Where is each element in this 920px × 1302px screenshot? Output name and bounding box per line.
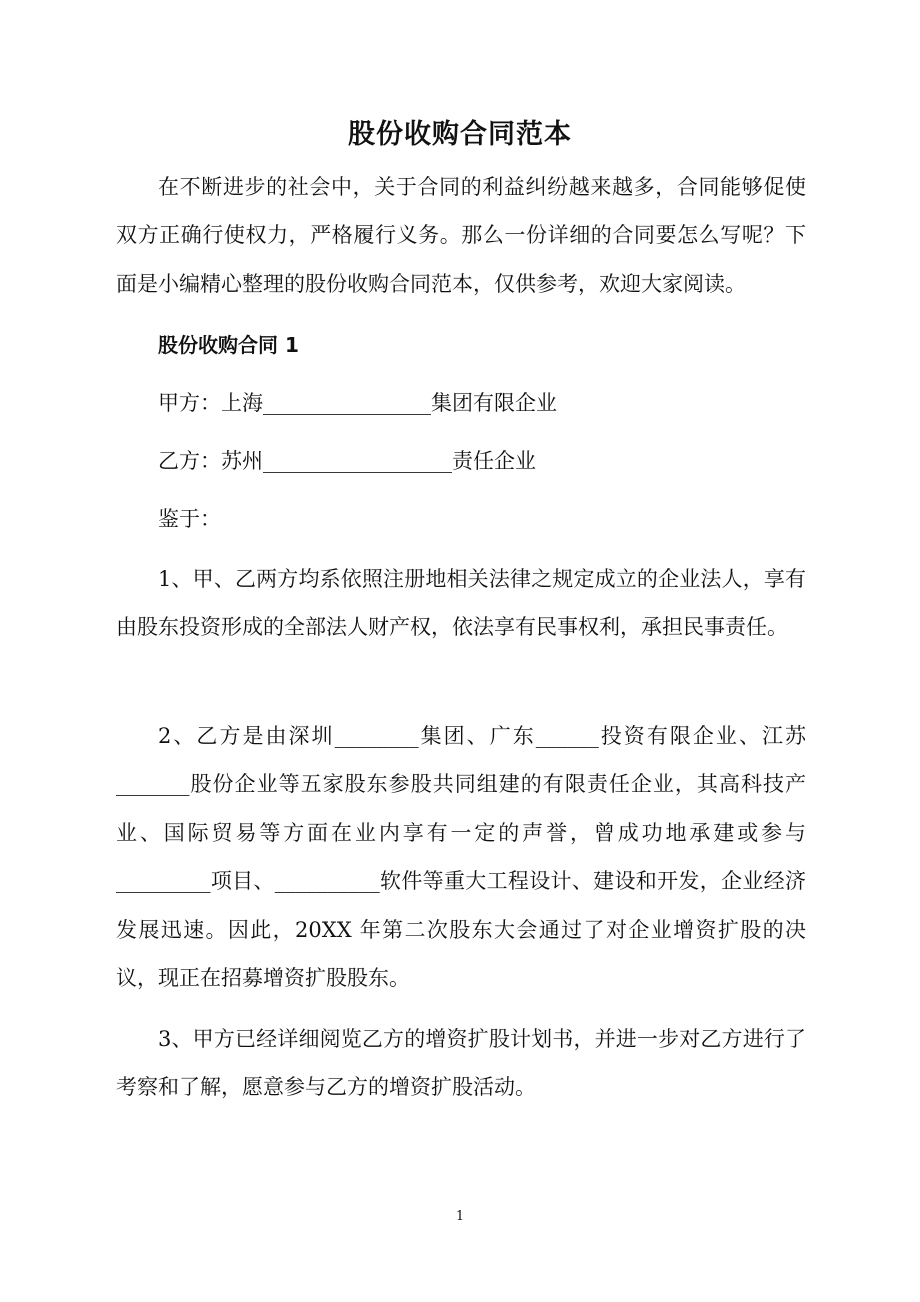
clause-3: 3、甲方已经详细阅览乙方的增资扩股计划书，并进一步对乙方进行了考察和了解，愿意参与乙方的增资扩股活动。: [116, 1027, 806, 1100]
intro-paragraph: 在不断进步的社会中，关于合同的利益纠纷越来越多，合同能够促使双方正确行使权力，严格履行义务。那么一份详细的合同要怎么写呢？下面是小编精心整理的股份收购合同范本，仅供参考，欢迎大家阅读。: [116, 175, 806, 296]
clause-2: 2、乙方是由深圳________集团、广东______投资有限企业、江苏_______股份企业等五家股东参股共同组建的有限责任企业，其高科技产业、国际贸易等方面在业内享有一定的声誉，曾成功地承建或参与_________项目、__________软件等重大工程设计、建设和开发，企业经济发展迅速。因此，20XX 年第二次股东大会通过了对企业增资扩股的决议，现正在招募增资扩股股东。: [116, 724, 806, 991]
party-a-line: 甲方：上海________________集团有限企业: [158, 391, 557, 415]
clause-1: 1、甲、乙两方均系依照注册地相关法律之规定成立的企业法人，享有由股东投资形成的全部法人财产权，依法享有民事权利，承担民事责任。: [116, 567, 806, 640]
document-title: 股份收购合同范本: [348, 119, 572, 150]
section-heading: 股份收购合同 1: [158, 333, 299, 357]
party-b-line: 乙方：苏州__________________责任企业: [158, 449, 536, 473]
whereas-label: 鉴于：: [158, 507, 221, 531]
page-number: 1: [455, 1209, 465, 1224]
